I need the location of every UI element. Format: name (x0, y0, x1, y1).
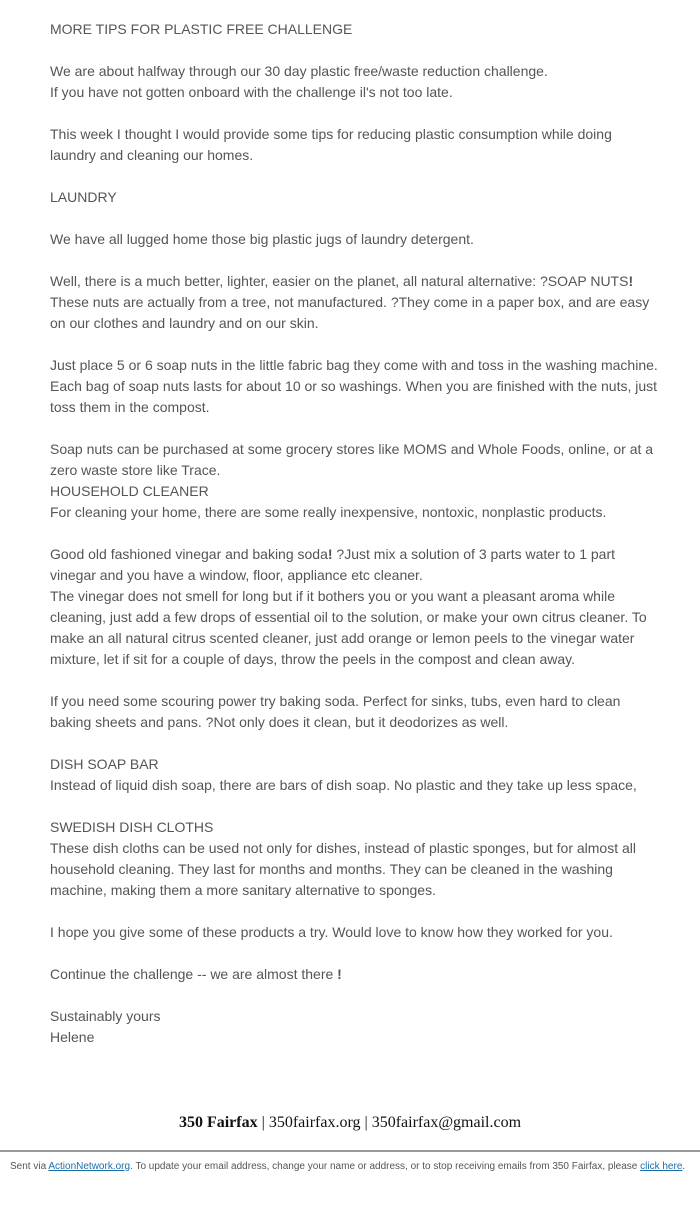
footer-divider (0, 1150, 700, 1152)
tips-intro-paragraph: This week I thought I would provide some tips for reducing plastic consumption while doing laundry and cleaning our homes. (50, 126, 612, 163)
closing-paragraph: I hope you give some of these products a try. Would love to know how they worked for you. (50, 924, 613, 940)
citrus-cleaner-paragraph: The vinegar does not smell for long but if it bothers you or you want a pleasant aroma while cleaning, just add a few drops of essential oil to the solution, or make your own citrus cleaner. To make an all natural citrus scented cleaner, just add orange or lemon peels to the vinegar water mixture, let if sit for a couple of days, throw the peels in the compost and clean away. (50, 588, 647, 667)
footer-separator: | (360, 1114, 372, 1131)
vinegar-text-b: ?Just mix a solution of 3 parts water to 1 part vinegar and you have a window, floor, appliance etc cleaner. (50, 546, 616, 583)
exclamation-mark: ! (327, 546, 333, 562)
soap-nuts-usage-paragraph: Just place 5 or 6 soap nuts in the little fabric bag they come with and toss in the washing machine. Each bag of soap nuts lasts for about 10 or so washings. When you are finished with the nuts, just toss them in the compost. (50, 357, 658, 415)
dish-cloths-paragraph: These dish cloths can be used not only for dishes, instead of plastic sponges, but for almost all household cleaning. They last for months and months. They can be cleaned in the washing machine, making them a more sanitary alternative to sponges. (50, 840, 636, 898)
section-heading-household-cleaner: HOUSEHOLD CLEANER (50, 483, 209, 499)
sign-off: Sustainably yours (50, 1008, 161, 1024)
organization-website: 350fairfax.org (268, 1114, 361, 1131)
vinegar-paragraph (50, 544, 660, 586)
soap-nuts-text-a: Well, there is a much better, lighter, easier on the planet, all natural alternative: ?SOAP NUTS (50, 273, 629, 289)
soap-nuts-text-b: These nuts are actually from a tree, not manufactured. ?They come in a paper box, and are easy on our clothes and laundry and on our skin. (50, 294, 650, 331)
section-heading-dish-soap-bar: DISH SOAP BAR (50, 756, 159, 772)
intro-paragraph (50, 61, 660, 103)
vinegar-text-a: Good old fashioned vinegar and baking soda (50, 546, 328, 562)
notice-prefix: Sent via (10, 1161, 49, 1172)
dish-soap-paragraph: Instead of liquid dish soap, there are bars of dish soap. No plastic and they take up less space, (50, 777, 637, 793)
soap-nuts-paragraph (50, 271, 660, 334)
unsubscribe-notice (10, 1160, 692, 1174)
intro-line-1: We are about halfway through our 30 day plastic free/waste reduction challenge. (50, 63, 548, 79)
household-cleaner-paragraph: For cleaning your home, there are some really inexpensive, nontoxic, nonplastic products. (50, 504, 607, 520)
unsubscribe-link[interactable]: click here (640, 1161, 683, 1172)
footer-separator: | (257, 1114, 269, 1131)
exclamation-mark: ! (337, 966, 342, 982)
notice-middle: . To update your email address, change your name or address, or to stop receiving emails from 350 Fairfax, please (130, 1161, 641, 1172)
soap-nuts-purchase-paragraph: Soap nuts can be purchased at some grocery stores like MOMS and Whole Foods, online, or at a zero waste store like Trace. (50, 441, 654, 478)
continue-text: Continue the challenge -- we are almost there (50, 966, 338, 982)
actionnetwork-link[interactable]: ActionNetwork.org (48, 1161, 131, 1172)
email-heading: MORE TIPS FOR PLASTIC FREE CHALLENGE (50, 21, 353, 37)
organization-footer (0, 1112, 700, 1134)
exclamation-mark: ! (628, 273, 634, 289)
baking-soda-paragraph: If you need some scouring power try baking soda. Perfect for sinks, tubs, even hard to clean baking sheets and pans. ?Not only does it clean, but it deodorizes as well. (50, 693, 621, 730)
continue-challenge-paragraph (50, 964, 660, 985)
laundry-paragraph: We have all lugged home those big plastic jugs of laundry detergent. (50, 231, 474, 247)
organization-email: 350fairfax@gmail.com (371, 1114, 522, 1131)
section-heading-swedish-dish-cloths: SWEDISH DISH CLOTHS (50, 819, 214, 835)
intro-line-2: If you have not gotten onboard with the challenge il's not too late. (50, 84, 453, 100)
notice-suffix: . (682, 1161, 686, 1172)
email-body (50, 19, 660, 1048)
section-heading-laundry: LAUNDRY (50, 189, 117, 205)
signature-name: Helene (50, 1029, 95, 1045)
organization-name: 350 Fairfax (178, 1114, 258, 1131)
